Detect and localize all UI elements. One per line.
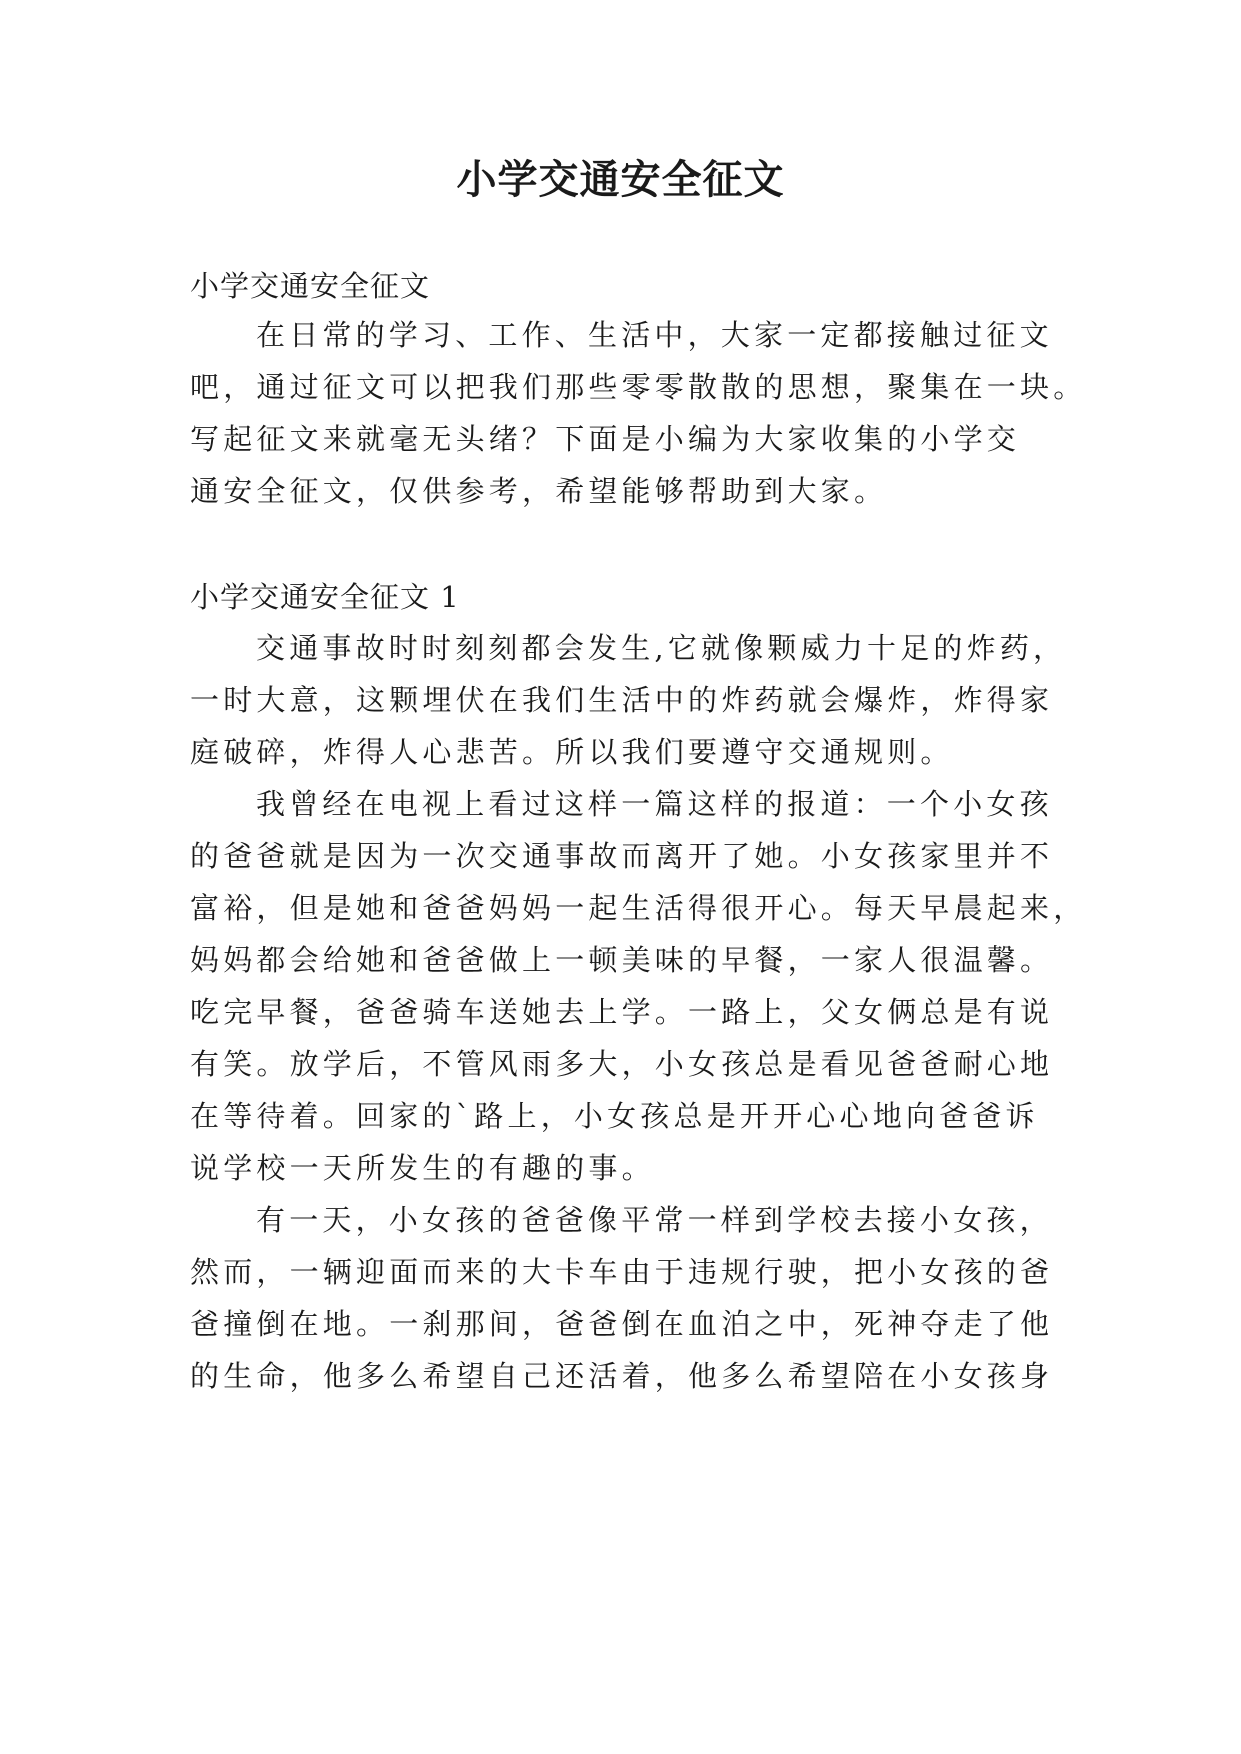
paragraph-line: 爸撞倒在地。一刹那间，爸爸倒在血泊之中，死神夺走了他 xyxy=(190,1307,1054,1341)
intro-line: 通安全征文，仅供参考，希望能够帮助到大家。 xyxy=(190,474,888,508)
intro-line: 在日常的学习、工作、生活中，大家一定都接触过征文 xyxy=(256,318,1053,352)
paragraph-line: 吃完早餐，爸爸骑车送她去上学。一路上，父女俩总是有说 xyxy=(190,995,1054,1029)
paragraph-line: 在等待着。回家的`路上，小女孩总是开开心心地向爸爸诉 xyxy=(190,1099,1039,1133)
paragraph-line: 有笑。放学后，不管风雨多大，小女孩总是看见爸爸耐心地 xyxy=(190,1047,1054,1081)
section-heading: 小学交通安全征文 1 xyxy=(190,580,460,614)
paragraph-line: 我曾经在电视上看过这样一篇这样的报道：一个小女孩 xyxy=(256,787,1053,821)
document-subtitle: 小学交通安全征文 xyxy=(190,269,431,303)
paragraph-line: 有一天，小女孩的爸爸像平常一样到学校去接小女孩， xyxy=(256,1203,1053,1237)
paragraph-line: 庭破碎，炸得人心悲苦。所以我们要遵守交通规则。 xyxy=(190,735,954,769)
paragraph-line: 说学校一天所发生的有趣的事。 xyxy=(190,1151,655,1185)
paragraph-line: 富裕，但是她和爸爸妈妈一起生活得很开心。每天早晨起来， xyxy=(190,891,1087,925)
paragraph-line: 妈妈都会给她和爸爸做上一顿美味的早餐，一家人很温馨。 xyxy=(190,943,1054,977)
paragraph-line: 交通事故时时刻刻都会发生,它就像颗威力十足的炸药， xyxy=(256,631,1067,665)
intro-line: 吧，通过征文可以把我们那些零零散散的思想，聚集在一块。 xyxy=(190,370,1087,404)
paragraph-line: 一时大意，这颗埋伏在我们生活中的炸药就会爆炸，炸得家 xyxy=(190,683,1054,717)
paragraph-line: 的生命，他多么希望自己还活着，他多么希望陪在小女孩身 xyxy=(190,1359,1054,1393)
intro-line: 写起征文来就毫无头绪？下面是小编为大家收集的小学交 xyxy=(190,422,1021,456)
paragraph-line: 然而，一辆迎面而来的大卡车由于违规行驶，把小女孩的爸 xyxy=(190,1255,1054,1289)
paragraph-line: 的爸爸就是因为一次交通事故而离开了她。小女孩家里并不 xyxy=(190,839,1054,873)
document-title: 小学交通安全征文 xyxy=(456,156,785,203)
